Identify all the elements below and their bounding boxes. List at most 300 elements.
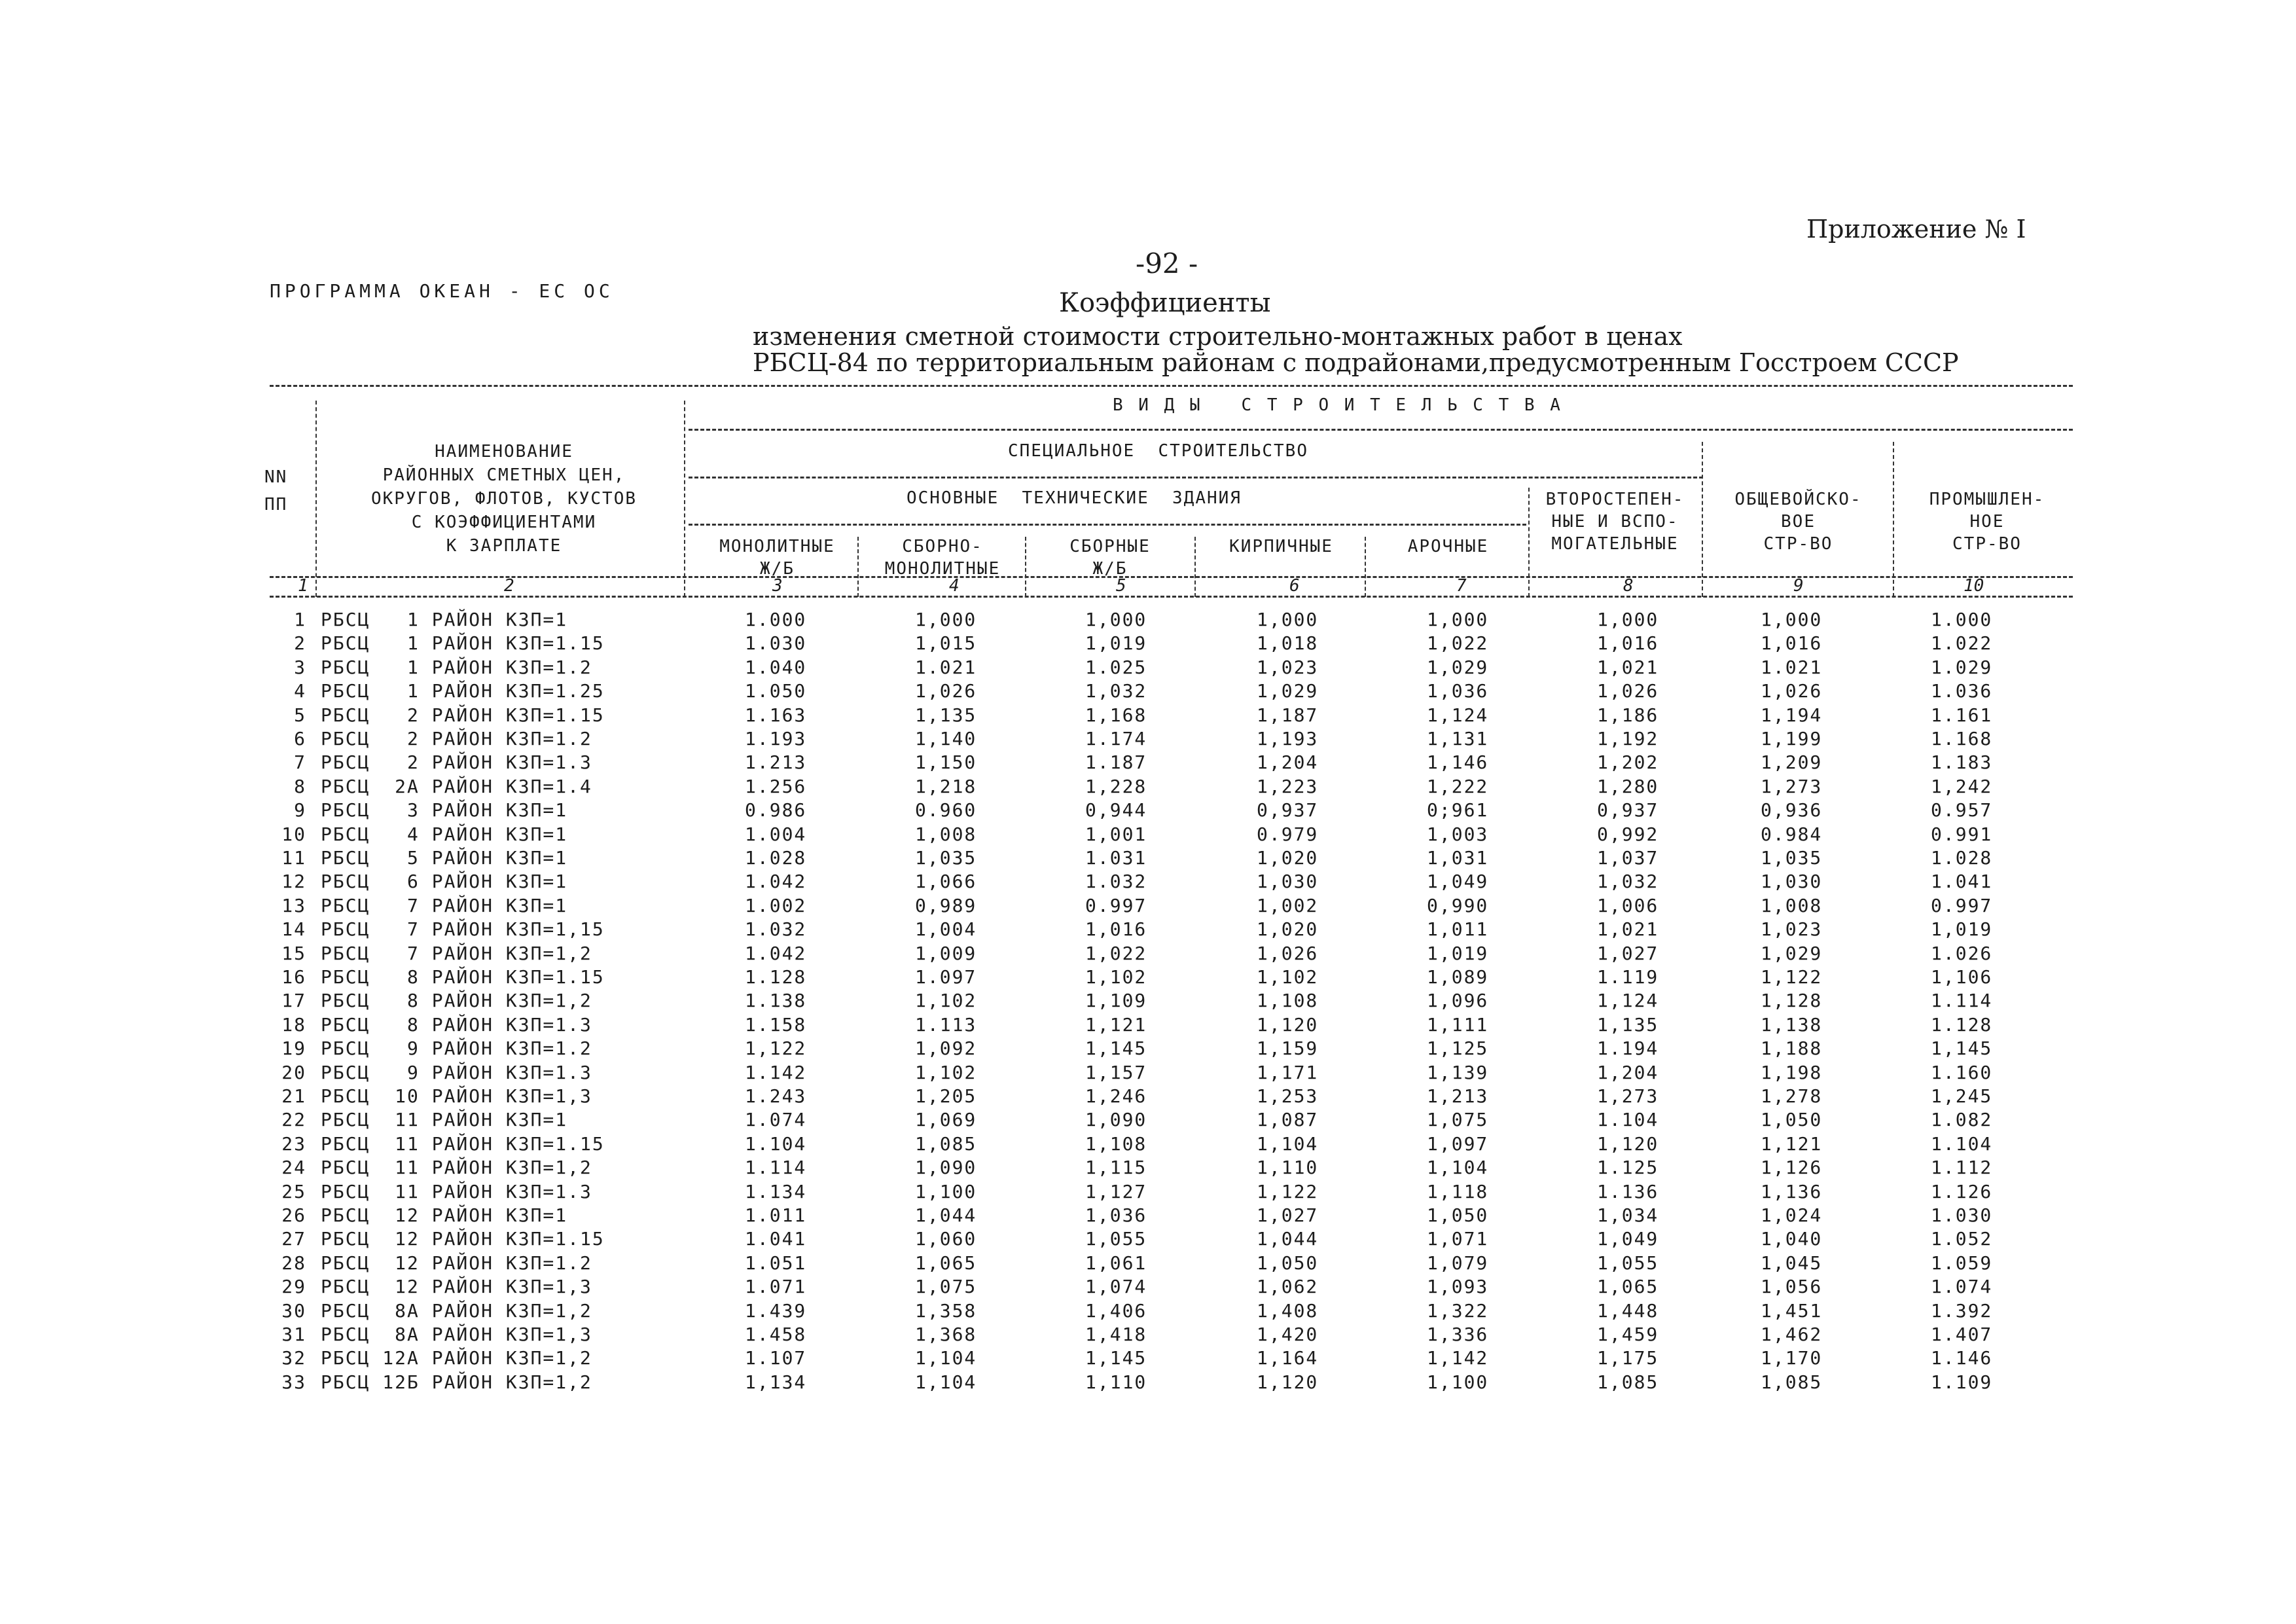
coefficient-cell: 1.071	[745, 1276, 807, 1298]
region-name: РБСЦ 8 РАЙОН КЗП=1.15	[321, 966, 605, 988]
column-number-10: 10	[1964, 576, 1984, 596]
coefficient-cell: 1,097	[1427, 1132, 1489, 1155]
coefficient-cell: 1,020	[1257, 847, 1319, 869]
column-number-7: 7	[1456, 576, 1467, 596]
coefficient-cell: 1.011	[745, 1204, 807, 1226]
coefficient-cell: 1.142	[745, 1061, 807, 1083]
coefficient-cell: 1,420	[1257, 1324, 1319, 1345]
coefficient-cell: 1,023	[1257, 656, 1319, 678]
coefficient-cell: 1,138	[1761, 1013, 1823, 1036]
coefficient-cell: 1.031	[1085, 847, 1147, 869]
page-number: -92 -	[1136, 247, 1198, 280]
coefficient-cell: 1,031	[1427, 847, 1489, 869]
coefficient-cell: 1,273	[1597, 1085, 1659, 1107]
region-name: РБСЦ 11 РАЙОН КЗП=1.15	[321, 1132, 605, 1155]
row-number: 32	[281, 1347, 306, 1369]
coefficient-cell: 1,050	[1427, 1204, 1489, 1226]
column-header-arched: АРОЧНЫЕ	[1407, 537, 1489, 556]
coefficient-cell: 1.128	[1931, 1013, 1993, 1036]
coefficient-cell: 1,273	[1761, 775, 1823, 797]
coefficient-cell: 1.194	[1597, 1038, 1659, 1060]
coefficient-cell: 1,071	[1427, 1228, 1489, 1250]
region-name: РБСЦ 6 РАЙОН КЗП=1	[321, 871, 568, 893]
group-rule-2	[689, 477, 1703, 478]
coefficient-cell: 0.957	[1931, 799, 1993, 821]
coefficient-cell: 1.000	[1931, 609, 1993, 630]
program-label: ПРОГРАММА ОКЕАН - ЕС ОС	[270, 280, 614, 302]
coefficient-cell: 1,011	[1427, 918, 1489, 941]
coefficient-cell: 1.022	[1931, 632, 1993, 655]
coefficient-cell: 1,188	[1761, 1038, 1823, 1060]
coefficient-cell: 1.002	[745, 894, 807, 916]
coefficient-cell: 1.042	[745, 871, 807, 893]
coefficient-cell: 1,037	[1597, 847, 1659, 869]
coefficient-cell: 1,280	[1597, 775, 1659, 797]
coefficient-cell: 1,145	[1085, 1347, 1147, 1369]
coefficient-cell: 1.113	[915, 1013, 977, 1036]
coefficient-cell: 1,020	[1257, 918, 1319, 941]
coefficient-cell: 1,368	[915, 1324, 977, 1345]
region-name: РБСЦ 2 РАЙОН КЗП=1.15	[321, 704, 605, 726]
coefficient-cell: 1.040	[745, 656, 807, 678]
coefficient-cell: 1,150	[915, 751, 977, 774]
coefficient-cell: 0.991	[1931, 823, 1993, 845]
coefficient-cell: 1,065	[915, 1252, 977, 1274]
column-header-precast: СБОРНЫЕ Ж/Б	[1069, 537, 1151, 579]
coefficient-cell: 1.028	[745, 847, 807, 869]
coefficient-cell: 1,030	[1257, 871, 1319, 893]
coefficient-cell: 1,066	[915, 871, 977, 893]
coefficient-cell: 0.984	[1761, 823, 1823, 845]
row-number: 25	[281, 1180, 306, 1202]
region-name: РБСЦ 8А РАЙОН КЗП=1,2	[321, 1299, 592, 1322]
coefficient-cell: 1,096	[1427, 990, 1489, 1012]
coefficient-cell: 1,199	[1761, 728, 1823, 749]
coefficient-cell: 1,092	[915, 1038, 977, 1060]
coefficient-cell: 1,128	[1761, 990, 1823, 1012]
group-rule-3	[689, 524, 1526, 526]
coefficient-cell: 1,036	[1427, 680, 1489, 702]
coefficient-cell: 1,213	[1427, 1085, 1489, 1107]
column-header-industrial: ПРОМЫШЛЕН- НОЕ СТР-ВО	[1929, 490, 2045, 554]
coefficient-cell: 1,202	[1597, 751, 1659, 774]
row-number: 5	[294, 704, 306, 726]
region-name: РБСЦ 7 РАЙОН КЗП=1,15	[321, 918, 605, 941]
row-number: 19	[281, 1038, 306, 1060]
coefficient-cell: 1.104	[1931, 1132, 1993, 1155]
column-number-8: 8	[1623, 576, 1634, 596]
col-sep-2	[684, 401, 685, 597]
column-number-3: 3	[772, 576, 783, 596]
coefficient-cell: 1.074	[745, 1109, 807, 1131]
header-group-special: СПЕЦИАЛЬНОЕ СТРОИТЕЛЬСТВО	[1008, 441, 1308, 461]
coefficient-cell: 1.243	[745, 1085, 807, 1107]
coefficient-cell: 1.021	[915, 656, 977, 678]
coefficient-cell: 1,115	[1085, 1157, 1147, 1179]
coefficient-cell: 1.163	[745, 704, 807, 726]
coefficient-cell: 1.213	[745, 751, 807, 774]
coefficient-cell: 1,006	[1597, 894, 1659, 916]
coefficient-cell: 1,187	[1257, 704, 1319, 726]
coefficient-cell: 1,000	[1085, 609, 1147, 630]
coefficient-cell: 1,110	[1257, 1157, 1319, 1179]
coefficient-cell: 1,127	[1085, 1180, 1147, 1202]
coefficient-cell: 1,204	[1257, 751, 1319, 774]
region-name: РБСЦ 8 РАЙОН КЗП=1,2	[321, 990, 592, 1012]
coefficient-cell: 1,035	[1761, 847, 1823, 869]
coefficient-cell: 1,029	[1761, 942, 1823, 964]
coefficient-cell: 1,089	[1427, 966, 1489, 988]
coefficient-cell: 1,246	[1085, 1085, 1147, 1107]
region-name: РБСЦ 9 РАЙОН КЗП=1.2	[321, 1038, 592, 1060]
coefficient-cell: 1,209	[1761, 751, 1823, 774]
region-name: РБСЦ 12 РАЙОН КЗП=1,3	[321, 1276, 592, 1298]
row-number: 23	[281, 1132, 306, 1155]
col-sep-3	[857, 537, 859, 597]
coefficient-cell: 1,146	[1427, 751, 1489, 774]
region-name: РБСЦ 2 РАЙОН КЗП=1.3	[321, 751, 592, 774]
coefficient-cell: 1,035	[915, 847, 977, 869]
row-number: 13	[281, 894, 306, 916]
coefficient-cell: 1,030	[1761, 871, 1823, 893]
row-number: 2	[294, 632, 306, 655]
coefficient-cell: 1,050	[1257, 1252, 1319, 1274]
coefficient-cell: 1,100	[1427, 1371, 1489, 1393]
coefficient-cell: 1,159	[1257, 1038, 1319, 1060]
region-name: РБСЦ 1 РАЙОН КЗП=1.15	[321, 632, 605, 655]
row-number: 10	[281, 823, 306, 845]
coefficient-cell: 1,090	[915, 1157, 977, 1179]
coefficient-cell: 1,004	[915, 918, 977, 941]
coefficient-cell: 1,205	[915, 1085, 977, 1107]
coefficient-cell: 1,108	[1085, 1132, 1147, 1155]
col-sep-9	[1893, 442, 1894, 597]
col-sep-5	[1194, 537, 1196, 597]
coefficient-cell: 1,079	[1427, 1252, 1489, 1274]
row-number: 9	[294, 799, 306, 821]
coefficient-cell: 1,085	[915, 1132, 977, 1155]
coefficient-cell: 1,021	[1597, 656, 1659, 678]
column-number-1: 1	[298, 576, 308, 596]
coefficient-cell: 1,061	[1085, 1252, 1147, 1274]
coefficient-cell: 1,000	[915, 609, 977, 630]
coefficient-cell: 1,024	[1761, 1204, 1823, 1226]
coefficient-cell: 1,036	[1085, 1204, 1147, 1226]
coefficient-cell: 0,936	[1761, 799, 1823, 821]
coefficient-cell: 1,065	[1597, 1276, 1659, 1298]
coefficient-cell: 1.114	[1931, 990, 1993, 1012]
coefficient-cell: 1,135	[1597, 1013, 1659, 1036]
coefficient-cell: 1,121	[1085, 1013, 1147, 1036]
coefficient-cell: 1,120	[1257, 1013, 1319, 1036]
coefficient-cell: 1,448	[1597, 1299, 1659, 1322]
row-number: 26	[281, 1204, 306, 1226]
region-name: РБСЦ 12А РАЙОН КЗП=1,2	[321, 1347, 592, 1369]
coefficient-cell: 1,109	[1085, 990, 1147, 1012]
coefficient-cell: 1.104	[1597, 1109, 1659, 1131]
row-number: 14	[281, 918, 306, 941]
coefficient-cell: 1.029	[1931, 656, 1993, 678]
coefficient-cell: 0,992	[1597, 823, 1659, 845]
column-header-brick: КИРПИЧНЫЕ	[1229, 537, 1333, 556]
coefficient-cell: 1,069	[915, 1109, 977, 1131]
coefficient-cell: 1,134	[745, 1371, 807, 1393]
coefficient-cell: 1,085	[1761, 1371, 1823, 1393]
coefficient-cell: 1,044	[915, 1204, 977, 1226]
region-name: РБСЦ 2 РАЙОН КЗП=1.2	[321, 728, 592, 749]
region-name: РБСЦ 1 РАЙОН КЗП=1	[321, 609, 568, 630]
coefficient-cell: 1,000	[1761, 609, 1823, 630]
coefficient-cell: 1.041	[1931, 871, 1993, 893]
coefficient-cell: 1,253	[1257, 1085, 1319, 1107]
region-name: РБСЦ 12 РАЙОН КЗП=1	[321, 1204, 568, 1226]
coefficient-cell: 1,000	[1427, 609, 1489, 630]
document-subtitle-line2: РБСЦ-84 по территориальным районам с подрайонами,предусмотренным Госстроем СССР	[753, 348, 1959, 377]
coefficient-cell: 1,008	[915, 823, 977, 845]
coefficient-cell: 1,175	[1597, 1347, 1659, 1369]
coefficient-cell: 1,050	[1761, 1109, 1823, 1131]
coefficient-cell: 1.136	[1597, 1180, 1659, 1202]
col-sep-7	[1528, 488, 1530, 597]
coefficient-cell: 1,126	[1761, 1157, 1823, 1179]
coefficient-cell: 1.119	[1597, 966, 1659, 988]
coefficient-cell: 1.030	[745, 632, 807, 655]
coefficient-cell: 1,170	[1761, 1347, 1823, 1369]
coefficient-cell: 1,459	[1597, 1324, 1659, 1345]
coefficient-cell: 1.134	[745, 1180, 807, 1202]
coefficient-cell: 1,049	[1427, 871, 1489, 893]
header-group-types: В И Д Ы С Т Р О И Т Е Л Ь С Т В А	[1113, 395, 1563, 415]
coefficient-cell: 1.000	[745, 609, 807, 630]
coefficient-cell: 1,245	[1931, 1085, 1993, 1107]
coefficient-cell: 1,139	[1427, 1061, 1489, 1083]
coefficient-cell: 1.160	[1931, 1061, 1993, 1083]
coefficient-cell: 1.109	[1931, 1371, 1993, 1393]
coefficient-cell: 1,074	[1085, 1276, 1147, 1298]
coefficient-cell: 1,102	[915, 990, 977, 1012]
coefficient-cell: 1.097	[915, 966, 977, 988]
coefficient-cell: 1.168	[1931, 728, 1993, 749]
coefficient-cell: 1,104	[915, 1371, 977, 1393]
coefficient-cell: 1,102	[915, 1061, 977, 1083]
table-top-rule	[270, 385, 2073, 387]
coefficient-cell: 1,418	[1085, 1324, 1147, 1345]
coefficient-cell: 1.074	[1931, 1276, 1993, 1298]
region-name: РБСЦ 1 РАЙОН КЗП=1.25	[321, 680, 605, 702]
coefficient-cell: 1,026	[1597, 680, 1659, 702]
coefficient-cell: 1.174	[1085, 728, 1147, 749]
column-header-precast-monolithic: СБОРНО- МОНОЛИТНЫЕ	[884, 537, 1001, 579]
region-name: РБСЦ 12 РАЙОН КЗП=1.2	[321, 1252, 592, 1274]
column-number-2: 2	[504, 576, 514, 596]
coefficient-cell: 1.050	[745, 680, 807, 702]
region-name: РБСЦ 8 РАЙОН КЗП=1.3	[321, 1013, 592, 1036]
coefficient-cell: 1.158	[745, 1013, 807, 1036]
coefficient-cell: 1,018	[1257, 632, 1319, 655]
col-sep-4	[1025, 537, 1026, 597]
coefficient-cell: 1,102	[1257, 966, 1319, 988]
coefficient-cell: 1.051	[745, 1252, 807, 1274]
coefficient-cell: 1,049	[1597, 1228, 1659, 1250]
coefficient-cell: 1,406	[1085, 1299, 1147, 1322]
column-number-rule	[270, 596, 2073, 598]
row-number: 7	[294, 751, 306, 774]
coefficient-cell: 1.458	[745, 1324, 807, 1345]
row-number: 15	[281, 942, 306, 964]
coefficient-cell: 1,022	[1085, 942, 1147, 964]
region-name: РБСЦ 8А РАЙОН КЗП=1,3	[321, 1324, 592, 1345]
coefficient-cell: 1,120	[1597, 1132, 1659, 1155]
coefficient-cell: 0.997	[1931, 894, 1993, 916]
coefficient-cell: 1,108	[1257, 990, 1319, 1012]
region-name: РБСЦ 3 РАЙОН КЗП=1	[321, 799, 568, 821]
coefficient-cell: 1.161	[1931, 704, 1993, 726]
row-number: 20	[281, 1061, 306, 1083]
row-number: 21	[281, 1085, 306, 1107]
coefficient-cell: 1,124	[1597, 990, 1659, 1012]
coefficient-cell: 1.032	[745, 918, 807, 941]
coefficient-cell: 1.021	[1761, 656, 1823, 678]
coefficient-cell: 1,027	[1257, 1204, 1319, 1226]
column-number-6: 6	[1289, 576, 1300, 596]
coefficient-cell: 1,090	[1085, 1109, 1147, 1131]
column-header-secondary: ВТОРОСТЕПЕН- НЫЕ И ВСПО- МОГАТЕЛЬНЫЕ	[1545, 490, 1685, 554]
coefficient-cell: 1.004	[745, 823, 807, 845]
coefficient-cell: 0.960	[915, 799, 977, 821]
region-name: РБСЦ 12 РАЙОН КЗП=1.15	[321, 1228, 605, 1250]
coefficient-cell: 1,120	[1257, 1371, 1319, 1393]
coefficient-cell: 1,009	[915, 942, 977, 964]
coefficient-cell: 1,451	[1761, 1299, 1823, 1322]
row-number: 11	[281, 847, 306, 869]
coefficient-cell: 1,008	[1761, 894, 1823, 916]
coefficient-cell: 1.082	[1931, 1109, 1993, 1131]
coefficient-cell: 0,937	[1597, 799, 1659, 821]
coefficient-cell: 1,022	[1427, 632, 1489, 655]
coefficient-cell: 1,075	[1427, 1109, 1489, 1131]
coefficient-cell: 1.030	[1931, 1204, 1993, 1226]
coefficient-cell: 1.146	[1931, 1347, 1993, 1369]
row-number: 22	[281, 1109, 306, 1131]
coefficient-cell: 0.986	[745, 799, 807, 821]
row-number: 28	[281, 1252, 306, 1274]
coefficient-cell: 0.979	[1257, 823, 1319, 845]
coefficient-cell: 1.114	[745, 1157, 807, 1179]
row-number: 27	[281, 1228, 306, 1250]
coefficient-cell: 1,135	[915, 704, 977, 726]
coefficient-cell: 1,192	[1597, 728, 1659, 749]
coefficient-cell: 1.036	[1931, 680, 1993, 702]
coefficient-cell: 1.112	[1931, 1157, 1993, 1179]
row-number: 24	[281, 1157, 306, 1179]
coefficient-cell: 1.059	[1931, 1252, 1993, 1274]
coefficient-cell: 1,016	[1597, 632, 1659, 655]
col-sep-1	[315, 401, 317, 597]
coefficient-cell: 0.997	[1085, 894, 1147, 916]
coefficient-cell: 1,125	[1427, 1038, 1489, 1060]
coefficient-cell: 1,026	[1761, 680, 1823, 702]
coefficient-cell: 1,104	[915, 1347, 977, 1369]
coefficient-cell: 1,002	[1257, 894, 1319, 916]
region-name: РБСЦ 5 РАЙОН КЗП=1	[321, 847, 568, 869]
coefficient-cell: 1,000	[1257, 609, 1319, 630]
coefficient-cell: 1,168	[1085, 704, 1147, 726]
coefficient-cell: 1,021	[1597, 918, 1659, 941]
group-rule-1	[689, 429, 2073, 431]
region-name: РБСЦ 12Б РАЙОН КЗП=1,2	[321, 1371, 592, 1393]
coefficient-cell: 1,131	[1427, 728, 1489, 749]
coefficient-cell: 1.183	[1931, 751, 1993, 774]
coefficient-cell: 1.187	[1085, 751, 1147, 774]
coefficient-cell: 1.042	[745, 942, 807, 964]
coefficient-cell: 1,121	[1761, 1132, 1823, 1155]
coefficient-cell: 1,358	[915, 1299, 977, 1322]
coefficient-cell: 1,100	[915, 1180, 977, 1202]
region-name: РБСЦ 7 РАЙОН КЗП=1,2	[321, 942, 592, 964]
coefficient-cell: 1,145	[1085, 1038, 1147, 1060]
row-number: 6	[294, 728, 306, 749]
coefficient-cell: 1.032	[1085, 871, 1147, 893]
coefficient-cell: 1,055	[1085, 1228, 1147, 1250]
row-number: 1	[294, 609, 306, 630]
coefficient-cell: 1,186	[1597, 704, 1659, 726]
coefficient-cell: 1,336	[1427, 1324, 1489, 1345]
coefficient-cell: 1.104	[745, 1132, 807, 1155]
col-sep-8	[1702, 442, 1703, 597]
column-header-name: НАИМЕНОВАНИЕ РАЙОННЫХ СМЕТНЫХ ЦЕН, ОКРУГОВ, ФЛОТОВ, КУСТОВ С КОЭФФИЦИЕНТАМИ К ЗАРПЛАТЕ	[370, 442, 637, 556]
coefficient-cell: 1,019	[1085, 632, 1147, 655]
coefficient-cell: 1.025	[1085, 656, 1147, 678]
coefficient-cell: 0;961	[1427, 799, 1489, 821]
coefficient-cell: 1,087	[1257, 1109, 1319, 1131]
coefficient-cell: 1,102	[1085, 966, 1147, 988]
coefficient-cell: 1,198	[1761, 1061, 1823, 1083]
column-number-4: 4	[949, 576, 960, 596]
region-name: РБСЦ 11 РАЙОН КЗП=1.3	[321, 1180, 592, 1202]
coefficient-cell: 1,027	[1597, 942, 1659, 964]
coefficient-cell: 1.028	[1931, 847, 1993, 869]
coefficient-cell: 1,026	[915, 680, 977, 702]
region-name: РБСЦ 11 РАЙОН КЗП=1,2	[321, 1157, 592, 1179]
coefficient-cell: 1,462	[1761, 1324, 1823, 1345]
row-number: 17	[281, 990, 306, 1012]
row-number: 3	[294, 656, 306, 678]
coefficient-cell: 1,164	[1257, 1347, 1319, 1369]
coefficient-cell: 1.392	[1931, 1299, 1993, 1322]
coefficient-cell: 1,000	[1597, 609, 1659, 630]
coefficient-cell: 1.407	[1931, 1324, 1993, 1345]
col-sep-6	[1365, 537, 1366, 597]
coefficient-cell: 1,029	[1427, 656, 1489, 678]
coefficient-cell: 1,034	[1597, 1204, 1659, 1226]
coefficient-cell: 1,193	[1257, 728, 1319, 749]
coefficient-cell: 1,110	[1085, 1371, 1147, 1393]
column-header-monolithic: МОНОЛИТНЫЕ Ж/Б	[719, 537, 835, 579]
coefficient-cell: 0,989	[915, 894, 977, 916]
coefficient-cell: 1,142	[1427, 1347, 1489, 1369]
coefficient-cell: 1.126	[1931, 1180, 1993, 1202]
coefficient-cell: 1,322	[1427, 1299, 1489, 1322]
coefficient-cell: 1,032	[1085, 680, 1147, 702]
coefficient-cell: 1,408	[1257, 1299, 1319, 1322]
coefficient-cell: 1,222	[1427, 775, 1489, 797]
coefficient-cell: 1.125	[1597, 1157, 1659, 1179]
row-number: 16	[281, 966, 306, 988]
row-number: 33	[281, 1371, 306, 1393]
coefficient-cell: 1,062	[1257, 1276, 1319, 1298]
row-number: 4	[294, 680, 306, 702]
column-header-number: NN ПП	[264, 467, 288, 514]
